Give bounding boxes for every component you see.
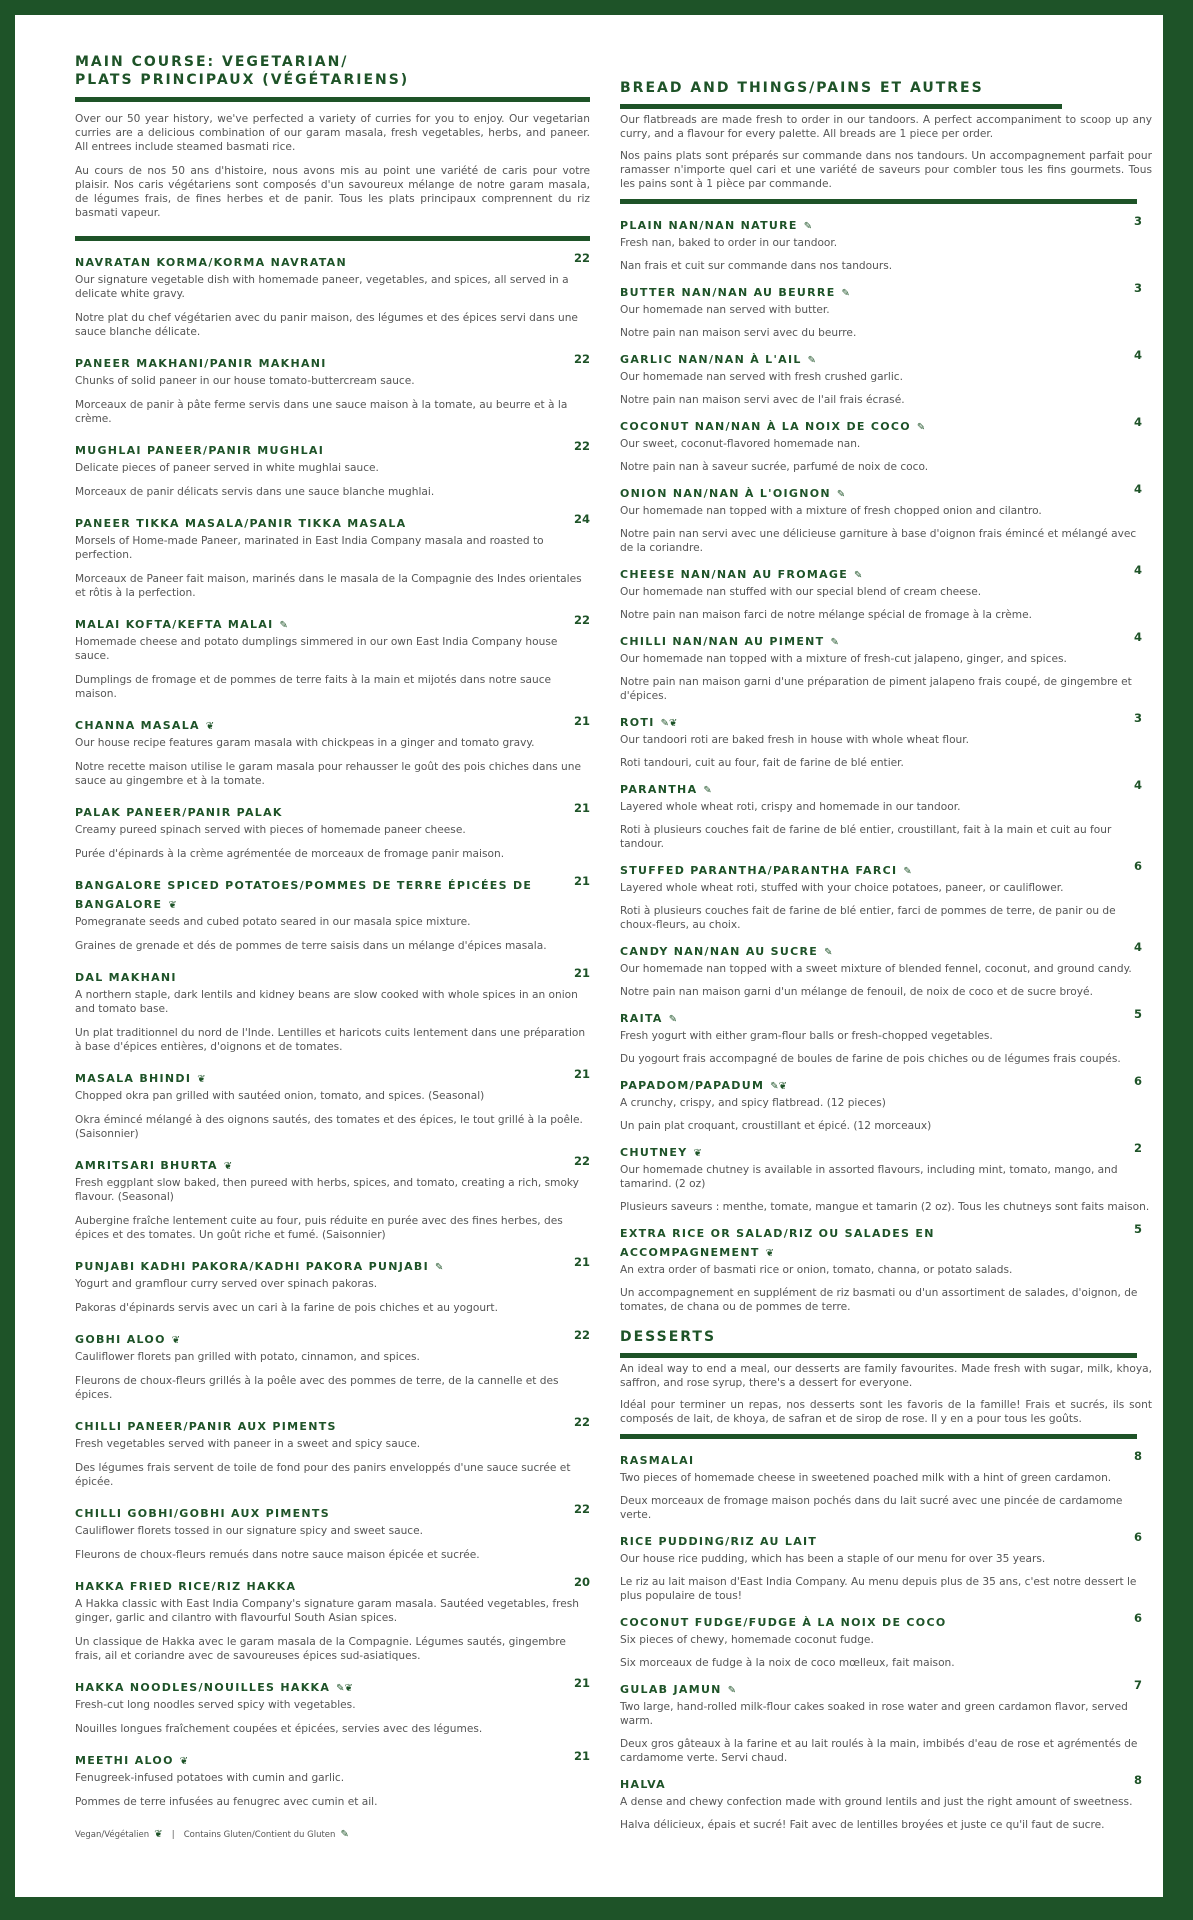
menu-item (620, 348, 1152, 407)
menu-item-description-en: Our sweet, coconut-flavored homemade nan. (620, 438, 861, 450)
menu-item-header (620, 940, 1152, 959)
menu-item-header (75, 874, 590, 912)
menu-item-name: PALAK PANEER/PANIR PALAK (75, 806, 283, 819)
bread-items (620, 214, 1152, 1314)
menu-item-price: 4 (1133, 415, 1142, 429)
menu-item-description-en: Fresh yogurt with either gram-flour balls or fresh-chopped vegetables. (620, 1030, 993, 1042)
menu-item-description-fr: Notre pain nan maison servi avec du beurre. (620, 327, 857, 339)
menu-item (620, 415, 1152, 474)
diet-icon: ❦ (205, 721, 215, 732)
menu-item-description-fr: Notre pain nan maison garni d'un mélange de fenouil, de noix de coco et de sucre broyé. (620, 986, 1093, 998)
menu-item (620, 1007, 1152, 1066)
menu-item-description-fr: Roti à plusieurs couches fait de farine de blé entier, farci de pommes de terre, de panir ou de choux-fleurs, au choix. (620, 905, 1116, 931)
menu-item-description-fr: Morceaux de panir à pâte ferme servis dans une sauce maison à la tomate, au beurre et à la crème. (75, 399, 568, 425)
menu-item-description-fr: Du yogourt frais accompagné de boules de farine de pois chiches ou de légumes frais coupés. (620, 1053, 1121, 1065)
menu-item-header (620, 630, 1152, 649)
menu-item-description-fr: Notre recette maison utilise le garam masala pour rehausser le goût des pois chiches dans une sauce au gingembre et à la tomate. (75, 761, 581, 787)
menu-item-price: 3 (1133, 281, 1142, 295)
menu-item-name: BUTTER NAN/NAN AU BEURRE (620, 286, 836, 299)
menu-item-description-fr: Graines de grenade et dés de pommes de terre saisis dans un mélange d'épices masala. (75, 940, 547, 952)
menu-item-name: PANEER MAKHANI/PANIR MAKHANI (75, 357, 327, 370)
menu-item-header (620, 1773, 1152, 1792)
menu-item-header (75, 1067, 590, 1086)
menu-item-header (620, 563, 1152, 582)
desserts-intro-fr: Idéal pour terminer un repas, nos desserts sont les favoris de la famille! Frais et sucrés, ils sont composés de lait, de khoya, de safran et de sirop de rose. Il y en a pour tous les goûts. (620, 1399, 1152, 1425)
menu-item-description-fr: Pakoras d'épinards servis avec un cari à la farine de pois chiches et au yogourt. (75, 1302, 498, 1314)
menu-item-name: PARANTHA (620, 783, 698, 796)
menu-item-description-en: Chopped okra pan grilled with sautéed onion, tomato, and spices. (Seasonal) (75, 1090, 485, 1102)
menu-item-name: PAPADOM/PAPADUM (620, 1079, 765, 1092)
menu-item-description-en: Our tandoori roti are baked fresh in house with whole wheat flour. (620, 734, 970, 746)
wheat-icon: ✎ (340, 1829, 349, 1840)
menu-item-name: EXTRA RICE OR SALAD/RIZ OU SALADES EN ACCOMPAGNEMENT (620, 1227, 935, 1259)
menu-item-description-en: Two large, hand-rolled milk-flour cakes soaked in rose water and green cardamon flavor, served warm. (620, 1701, 1128, 1727)
menu-item-header (620, 214, 1152, 233)
menu-item-header (75, 1575, 590, 1594)
menu-item-name: CHUTNEY (620, 1146, 688, 1159)
menu-item-price: 21 (573, 874, 590, 888)
divider (620, 104, 1062, 109)
diet-icon: ✎ (903, 866, 912, 877)
menu-item-name: COCONUT NAN/NAN À LA NOIX DE COCO (620, 420, 911, 433)
menu-item-header (620, 1678, 1152, 1697)
legend: Vegan/Végétalien ❦ | Contains Gluten/Contient du Gluten ✎ (75, 1829, 349, 1840)
menu-item-name: RAITA (620, 1012, 663, 1025)
menu-item-header (75, 966, 590, 985)
legend-vegan: Vegan/Végétalien (75, 1830, 150, 1840)
vegetarian-intro-fr: Au cours de nos 50 ans d'histoire, nous avons mis au point une variété de caris pour votre plaisir. Nos caris végétariens sont composés d'un savoureux mélange de notre garam masala, de légumes frais, de fines herbes et de panir. Tous les plats principaux comprennent du riz basmati vapeur. (75, 165, 590, 219)
diet-icon: ✎❦ (336, 1683, 353, 1694)
menu-item-header (620, 1074, 1152, 1093)
menu-item-header (75, 1255, 590, 1274)
menu-item (75, 1575, 590, 1663)
menu-item-price: 21 (573, 1067, 590, 1081)
desserts-intro-en: An ideal way to end a meal, our desserts are family favourites. Made fresh with sugar, milk, khoya, saffron, and rose syrup, there's a dessert for everyone. (620, 1363, 1152, 1389)
menu-item (75, 874, 590, 953)
menu-item-price: 24 (573, 512, 590, 526)
menu-item (620, 1222, 1152, 1314)
menu-item-description-en: Fresh nan, baked to order in our tandoor. (620, 237, 838, 249)
menu-item-description-en: Morsels of Home-made Paneer, marinated in East India Company masala and roasted to perfection. (75, 535, 544, 561)
menu-item (75, 352, 590, 426)
diet-icon: ✎ (836, 489, 846, 500)
menu-item (620, 1141, 1152, 1214)
menu-item (75, 1676, 590, 1736)
menu-item (620, 281, 1152, 340)
diet-icon: ✎ (727, 1685, 737, 1696)
diet-icon: ✎ (830, 637, 839, 648)
menu-item-description-en: Six pieces of chewy, homemade coconut fudge. (620, 1634, 874, 1646)
menu-item-description-en: Our house rice pudding, which has been a staple of our menu for over 35 years. (620, 1553, 1046, 1565)
menu-item-description-en: Fenugreek-infused potatoes with cumin and garlic. (75, 1772, 345, 1784)
menu-item-header (620, 348, 1152, 367)
menu-item-description-fr: Morceaux de Paneer fait maison, marinés dans le masala de la Compagnie des Indes orientales et rôtis à la perfection. (75, 573, 582, 599)
menu-item (620, 1074, 1152, 1133)
bread-column (620, 45, 1152, 1840)
menu-item-price: 6 (1133, 1530, 1142, 1544)
menu-item-header (620, 859, 1152, 878)
menu-item (75, 251, 590, 339)
diet-icon: ❦ (223, 1161, 233, 1172)
menu-item-name: NAVRATAN KORMA/KORMA NAVRATAN (75, 256, 347, 269)
page-border (1163, 0, 1193, 1920)
menu-item-price: 22 (573, 352, 590, 366)
menu-item-name: PANEER TIKKA MASALA/PANIR TIKKA MASALA (75, 517, 407, 530)
menu-item (75, 512, 590, 600)
diet-icon: ✎ (916, 422, 926, 433)
menu-item-description-fr: Purée d'épinards à la crème agrémentée de morceaux de fromage panir maison. (75, 848, 505, 860)
menu-item-description-en: Fresh-cut long noodles served spicy with vegetables. (75, 1699, 356, 1711)
menu-item-price: 7 (1133, 1678, 1142, 1692)
menu-item-price: 21 (573, 966, 590, 980)
menu-item-description-en: Layered whole wheat roti, crispy and homemade in our tandoor. (620, 801, 961, 813)
menu-item (75, 1502, 590, 1562)
menu-item-name: CHEESE NAN/NAN AU FROMAGE (620, 568, 849, 581)
menu-item-name: DAL MAKHANI (75, 971, 177, 984)
menu-item-name: BANGALORE SPICED POTATOES/POMMES DE TERRE ÉPICÉES DE BANGALORE (75, 879, 533, 911)
menu-item-description-fr: Six morceaux de fudge à la noix de coco mœlleux, fait maison. (620, 1657, 955, 1669)
menu-item-header (75, 1328, 590, 1347)
menu-item (620, 859, 1152, 932)
menu-item-price: 4 (1133, 563, 1142, 577)
menu-item-description-fr: Pommes de terre infusées au fenugrec avec cumin et ail. (75, 1796, 378, 1808)
menu-item (620, 1773, 1152, 1832)
menu-item-header (620, 1449, 1152, 1468)
menu-item (620, 214, 1152, 273)
menu-item-description-en: Our house recipe features garam masala with chickpeas in a ginger and tomato gravy. (75, 737, 535, 749)
menu-item-name: COCONUT FUDGE/FUDGE À LA NOIX DE COCO (620, 1616, 947, 1629)
menu-item (620, 630, 1152, 703)
diet-icon: ✎❦ (660, 718, 678, 729)
menu-item-description-en: Our homemade chutney is available in assorted flavours, including mint, tomato, mango, and tamarind. (2 oz) (620, 1164, 1118, 1190)
menu-item-header (620, 1222, 1152, 1260)
menu-item-description-en: Our homemade nan served with fresh crushed garlic. (620, 371, 903, 383)
menu-item-name: PUNJABI KADHI PAKORA/KADHI PAKORA PUNJABI (75, 1260, 429, 1273)
menu-item-description-fr: Un classique de Hakka avec le garam masala de la Compagnie. Légumes sautés, gingembre frais, ail et coriandre avec de savoureuses épices sud-asiatiques. (75, 1636, 566, 1662)
menu-item-description-en: Pomegranate seeds and cubed potato seared in our masala spice mixture. (75, 916, 471, 928)
menu-item-price: 22 (573, 1154, 590, 1168)
menu-item-name: MASALA BHINDI (75, 1072, 192, 1085)
menu-item (75, 613, 590, 701)
menu-item-header (75, 1676, 590, 1695)
bread-intro-en: Our flatbreads are made fresh to order in our tandoors. A perfect accompaniment to scoop up any curry, and a flavour for every palette. All breads are 1 piece per order. (620, 114, 1152, 140)
menu-item (620, 940, 1152, 999)
menu-item-name: HALVA (620, 1778, 666, 1791)
menu-item (75, 1067, 590, 1141)
menu-item-name: GULAB JAMUN (620, 1683, 722, 1696)
menu-item-name: ONION NAN/NAN À L'OIGNON (620, 487, 831, 500)
menu-item-price: 6 (1133, 859, 1142, 873)
menu-item-description-en: Homemade cheese and potato dumplings simmered in our own East India Company house sauce. (75, 636, 558, 662)
diet-icon: ❦ (168, 900, 177, 911)
menu-item-price: 8 (1133, 1449, 1142, 1463)
menu-item-header (75, 352, 590, 371)
vegetarian-intro-en: Over our 50 year history, we've perfected a variety of curries for you to enjoy. Our vegetarian curries are a delicious combination of our garam masala, fresh vegetables, herbs, and paneer. All entrees include steamed basmati rice. (75, 113, 590, 153)
menu-item-name: CHILLI NAN/NAN AU PIMENT (620, 635, 825, 648)
menu-item-header (75, 1415, 590, 1434)
menu-item-description-en: Our homemade nan topped with a mixture of fresh-cut jalapeno, ginger, and spices. (620, 653, 1067, 665)
menu-item-description-en: Cauliflower florets pan grilled with potato, cinnamon, and spices. (75, 1351, 420, 1363)
menu-item-description-fr: Un accompagnement en supplément de riz basmati ou d'un assortiment de salades, d'oignon, de tomates, de chana ou de pommes de terre. (620, 1287, 1138, 1313)
menu-item-header (75, 714, 590, 733)
menu-item-price: 3 (1133, 214, 1142, 228)
menu-item-name: CANDY NAN/NAN AU SUCRE (620, 945, 819, 958)
menu-item-header (620, 778, 1152, 797)
menu-item-name: HAKKA NOODLES/NOUILLES HAKKA (75, 1681, 331, 1694)
menu-item-name: RASMALAI (620, 1454, 695, 1467)
menu-item-name: HAKKA FRIED RICE/RIZ HAKKA (75, 1580, 297, 1593)
menu-item (75, 1328, 590, 1402)
vegetarian-column (75, 45, 590, 1841)
menu-item-description-en: Chunks of solid paneer in our house tomato-buttercream sauce. (75, 375, 415, 387)
menu-item-price: 20 (573, 1575, 590, 1589)
menu-item (620, 1678, 1152, 1765)
menu-item-price: 6 (1133, 1611, 1142, 1625)
menu-item-description-en: Fresh vegetables served with paneer in a sweet and spicy sauce. (75, 1438, 421, 1450)
vegetarian-items (75, 251, 590, 1809)
divider (620, 1353, 1137, 1358)
menu-item-description-fr: Morceaux de panir délicats servis dans une sauce blanche mughlai. (75, 486, 435, 498)
menu-item-description-en: Yogurt and gramflour curry served over spinach pakoras. (75, 1278, 378, 1290)
diet-icon: ✎ (279, 620, 288, 631)
divider (75, 97, 590, 102)
menu-item-description-en: Layered whole wheat roti, stuffed with your choice potatoes, paneer, or cauliflower. (620, 882, 1064, 894)
menu-item-name: CHILLI PANEER/PANIR AUX PIMENTS (75, 1420, 337, 1433)
menu-item-name: ROTI (620, 716, 655, 729)
diet-icon: ✎ (803, 221, 813, 232)
menu-item-description-en: A crunchy, crispy, and spicy flatbread. (12 pieces) (620, 1097, 886, 1109)
menu-item-header (75, 1502, 590, 1521)
menu-item-header (620, 1611, 1152, 1630)
menu-item-description-en: A northern staple, dark lentils and kidney beans are slow cooked with whole spices in an onion and tomato base. (75, 989, 578, 1015)
divider (75, 236, 590, 241)
diet-icon: ❦ (693, 1148, 702, 1159)
menu-item-header (75, 251, 590, 270)
menu-item-name: MEETHI ALOO (75, 1754, 174, 1767)
menu-item (75, 1415, 590, 1489)
menu-item-name: PLAIN NAN/NAN NATURE (620, 219, 798, 232)
diet-icon: ❦ (765, 1248, 775, 1259)
diet-icon: ✎ (841, 288, 850, 299)
menu-item-price: 21 (573, 1676, 590, 1690)
legend-gluten: Contains Gluten/Contient du Gluten (183, 1830, 336, 1840)
menu-item (75, 714, 590, 788)
menu-item (620, 563, 1152, 622)
menu-item-description-fr: Halva délicieux, épais et sucré! Fait avec de lentilles broyées et juste ce qu'il faut de sucre. (620, 1819, 1105, 1831)
menu-item-description-en: Our homemade nan stuffed with our special blend of cream cheese. (620, 586, 982, 598)
menu-item-description-fr: Nouilles longues fraîchement coupées et épicées, servies avec des légumes. (75, 1723, 483, 1735)
menu-item-description-fr: Deux morceaux de fromage maison pochés dans du lait sucré avec une pincée de cardamome verte. (620, 1495, 1123, 1521)
menu-item-name: CHANNA MASALA (75, 719, 200, 732)
menu-item-name: MALAI KOFTA/KEFTA MALAI (75, 618, 274, 631)
menu-item-header (620, 1530, 1152, 1549)
menu-item-description-fr: Notre pain nan servi avec une délicieuse garniture à base d'oignon frais émincé et mélangé avec de la coriandre. (620, 528, 1137, 554)
menu-item-description-fr: Notre pain nan maison garni d'une préparation de piment jalapeno frais coupé, de gingembre et d'épices. (620, 676, 1132, 702)
menu-item-description-fr: Notre pain nan à saveur sucrée, parfumé de noix de coco. (620, 461, 929, 473)
menu-item (75, 1154, 590, 1242)
menu-item-name: RICE PUDDING/RIZ AU LAIT (620, 1535, 818, 1548)
menu-item-description-en: Delicate pieces of paneer served in white mughlai sauce. (75, 462, 379, 474)
menu-item-description-en: Our signature vegetable dish with homemade paneer, vegetables, and spices, all served in a delicate white gravy. (75, 274, 569, 300)
diet-icon: ✎ (703, 785, 712, 796)
menu-item-name: GARLIC NAN/NAN À L'AIL (620, 353, 802, 366)
menu-item-price: 22 (573, 251, 590, 265)
menu-item-header (75, 801, 590, 820)
menu-item-price: 22 (573, 439, 590, 453)
menu-item-header (75, 512, 590, 531)
menu-page (15, 15, 1163, 1897)
menu-item-price: 6 (1133, 1074, 1142, 1088)
menu-item-price: 2 (1133, 1141, 1142, 1155)
menu-item-description-en: Two pieces of homemade cheese in sweetened poached milk with a hint of green cardamon. (620, 1472, 1112, 1484)
menu-item-name: GOBHI ALOO (75, 1333, 166, 1346)
menu-item-description-fr: Le riz au lait maison d'East India Company. Au menu depuis plus de 35 ans, c'est notre dessert le plus populaire de tous! (620, 1576, 1137, 1602)
menu-item-price: 4 (1133, 778, 1142, 792)
menu-item-header (75, 439, 590, 458)
menu-item-price: 8 (1133, 1773, 1142, 1787)
menu-item-price: 22 (573, 1328, 590, 1342)
diet-icon: ✎ (824, 947, 833, 958)
menu-item-price: 4 (1133, 940, 1142, 954)
menu-item-price: 4 (1133, 482, 1142, 496)
menu-item-description-fr: Des légumes frais servent de toile de fond pour des panirs enveloppés d'une sauce sucrée et épicée. (75, 1462, 571, 1488)
desserts-title: DESSERTS (620, 1329, 717, 1345)
menu-item-header (620, 1141, 1152, 1160)
diet-icon: ❦ (179, 1756, 189, 1767)
menu-item-header (620, 711, 1152, 730)
menu-item-header (75, 1749, 590, 1768)
menu-item-header (620, 281, 1152, 300)
menu-item-header (75, 613, 590, 632)
menu-item-description-fr: Dumplings de fromage et de pommes de terre faits à la main et mijotés dans notre sauce maison. (75, 674, 552, 700)
diet-icon: ❦ (197, 1074, 206, 1085)
menu-item-description-fr: Deux gros gâteaux à la farine et au lait roulés à la main, imbibés d'eau de rose et agrémentés de cardamome verte. Servi chaud. (620, 1738, 1138, 1764)
menu-item (620, 1449, 1152, 1522)
menu-item-name: CHILLI GOBHI/GOBHI AUX PIMENTS (75, 1507, 330, 1520)
menu-item (75, 439, 590, 499)
diet-icon: ✎❦ (770, 1081, 787, 1092)
menu-item (620, 711, 1152, 770)
menu-item (620, 482, 1152, 555)
menu-item-description-fr: Plusieurs saveurs : menthe, tomate, mangue et tamarin (2 oz). Tous les chutneys sont faits maison. (620, 1201, 1150, 1213)
menu-item-description-fr: Nan frais et cuit sur commande dans nos tandours. (620, 260, 893, 272)
menu-item-description-en: A dense and chewy confection made with ground lentils and just the right amount of sweetness. (620, 1796, 1133, 1808)
menu-item-description-fr: Un plat traditionnel du nord de l'Inde. Lentilles et haricots cuits lentement dans une préparation à base d'épices entières, d'oignons et de tomates. (75, 1027, 586, 1053)
menu-item-description-en: Our homemade nan topped with a sweet mixture of blended fennel, coconut, and ground candy. (620, 963, 1132, 975)
menu-item-description-fr: Okra émincé mélangé à des oignons sautés, des tomates et des épices, le tout grillé à la poêle. (Saisonnier) (75, 1114, 583, 1140)
diet-icon: ✎ (668, 1014, 678, 1025)
menu-item-price: 4 (1133, 630, 1142, 644)
menu-item-description-en: A Hakka classic with East India Company's signature garam masala. Sautéed vegetables, fresh ginger, garlic and cilantro with flavourful South Asian spices. (75, 1598, 580, 1624)
bread-title: BREAD AND THINGS/PAINS ET AUTRES (620, 80, 984, 96)
menu-item (75, 801, 590, 861)
bread-intro-fr: Nos pains plats sont préparés sur commande dans nos tandours. Un accompagnement parfait pour ramasser n'importe quel cari et une variété de saveurs pour combler tous les fins gourmets. Tous les pains sont à 1 pièce par commande. (620, 150, 1152, 190)
menu-item-description-fr: Notre plat du chef végétarien avec du panir maison, des légumes et des épices servi dans une sauce blanche délicate. (75, 312, 578, 338)
menu-item (75, 1255, 590, 1315)
menu-item-name: AMRITSARI BHURTA (75, 1159, 218, 1172)
leaf-icon: ❦ (154, 1829, 163, 1840)
dessert-items (620, 1449, 1152, 1832)
menu-item-description-fr: Notre pain nan maison farci de notre mélange spécial de fromage à la crème. (620, 609, 1033, 621)
menu-item-description-fr: Roti à plusieurs couches fait de farine de blé entier, croustillant, fait à la main et cuit au four tandour. (620, 824, 1112, 850)
menu-item-price: 4 (1133, 348, 1142, 362)
menu-item-header (620, 1007, 1152, 1026)
menu-item-header (620, 415, 1152, 434)
menu-item-description-fr: Fleurons de choux-fleurs remués dans notre sauce maison épicée et sucrée. (75, 1549, 480, 1561)
menu-item-description-fr: Un pain plat croquant, croustillant et épicé. (12 morceaux) (620, 1120, 932, 1132)
menu-item (620, 1530, 1152, 1603)
menu-item-description-fr: Fleurons de choux-fleurs grillés à la poêle avec des pommes de terre, de la cannelle et des épices. (75, 1375, 559, 1401)
diet-icon: ✎ (854, 570, 863, 581)
menu-item-name: MUGHLAI PANEER/PANIR MUGHLAI (75, 444, 325, 457)
menu-item-description-fr: Notre pain nan maison servi avec de l'ail frais écrasé. (620, 394, 905, 406)
menu-item (620, 1611, 1152, 1670)
menu-item-price: 21 (573, 714, 590, 728)
menu-item-name: STUFFED PARANTHA/PARANTHA FARCI (620, 864, 898, 877)
menu-item-price: 5 (1133, 1007, 1142, 1021)
divider (620, 199, 1137, 204)
menu-item-header (75, 1154, 590, 1173)
menu-item-description-en: An extra order of basmati rice or onion, tomato, channa, or potato salads. (620, 1264, 1013, 1276)
diet-icon: ✎ (807, 355, 817, 366)
menu-item-description-en: Our homemade nan served with butter. (620, 304, 830, 316)
menu-item-price: 22 (573, 1502, 590, 1516)
menu-item-description-en: Fresh eggplant slow baked, then pureed with herbs, spices, and tomato, creating a rich, smoky flavour. (Seasonal) (75, 1177, 579, 1203)
menu-item-price: 22 (573, 1415, 590, 1429)
menu-item-price: 21 (573, 801, 590, 815)
menu-item-description-en: Creamy pureed spinach served with pieces of homemade paneer cheese. (75, 824, 466, 836)
menu-item-description-fr: Aubergine fraîche lentement cuite au four, puis réduite en purée avec des fines herbes, des épices et des tomates. Un goût riche et fumé. (Saisonnier) (75, 1215, 563, 1241)
menu-item-price: 3 (1133, 711, 1142, 725)
menu-item-description-en: Cauliflower florets tossed in our signature spicy and sweet sauce. (75, 1525, 424, 1537)
menu-item-description-en: Our homemade nan topped with a mixture of fresh chopped onion and cilantro. (620, 505, 1042, 517)
vegetarian-title: MAIN COURSE: VEGETARIAN/ PLATS PRINCIPAUX (VÉGÉTARIENS) (75, 54, 410, 88)
menu-item (75, 966, 590, 1054)
diet-icon: ❦ (171, 1335, 181, 1346)
menu-item (75, 1749, 590, 1809)
menu-item-header (620, 482, 1152, 501)
menu-item-description-fr: Roti tandouri, cuit au four, fait de farine de blé entier. (620, 757, 904, 769)
menu-item-price: 5 (1133, 1222, 1142, 1236)
divider (620, 1434, 1137, 1439)
diet-icon: ✎ (435, 1262, 444, 1273)
menu-item-price: 21 (573, 1255, 590, 1269)
menu-item (620, 778, 1152, 851)
menu-item-price: 21 (573, 1749, 590, 1763)
menu-item-price: 22 (573, 613, 590, 627)
